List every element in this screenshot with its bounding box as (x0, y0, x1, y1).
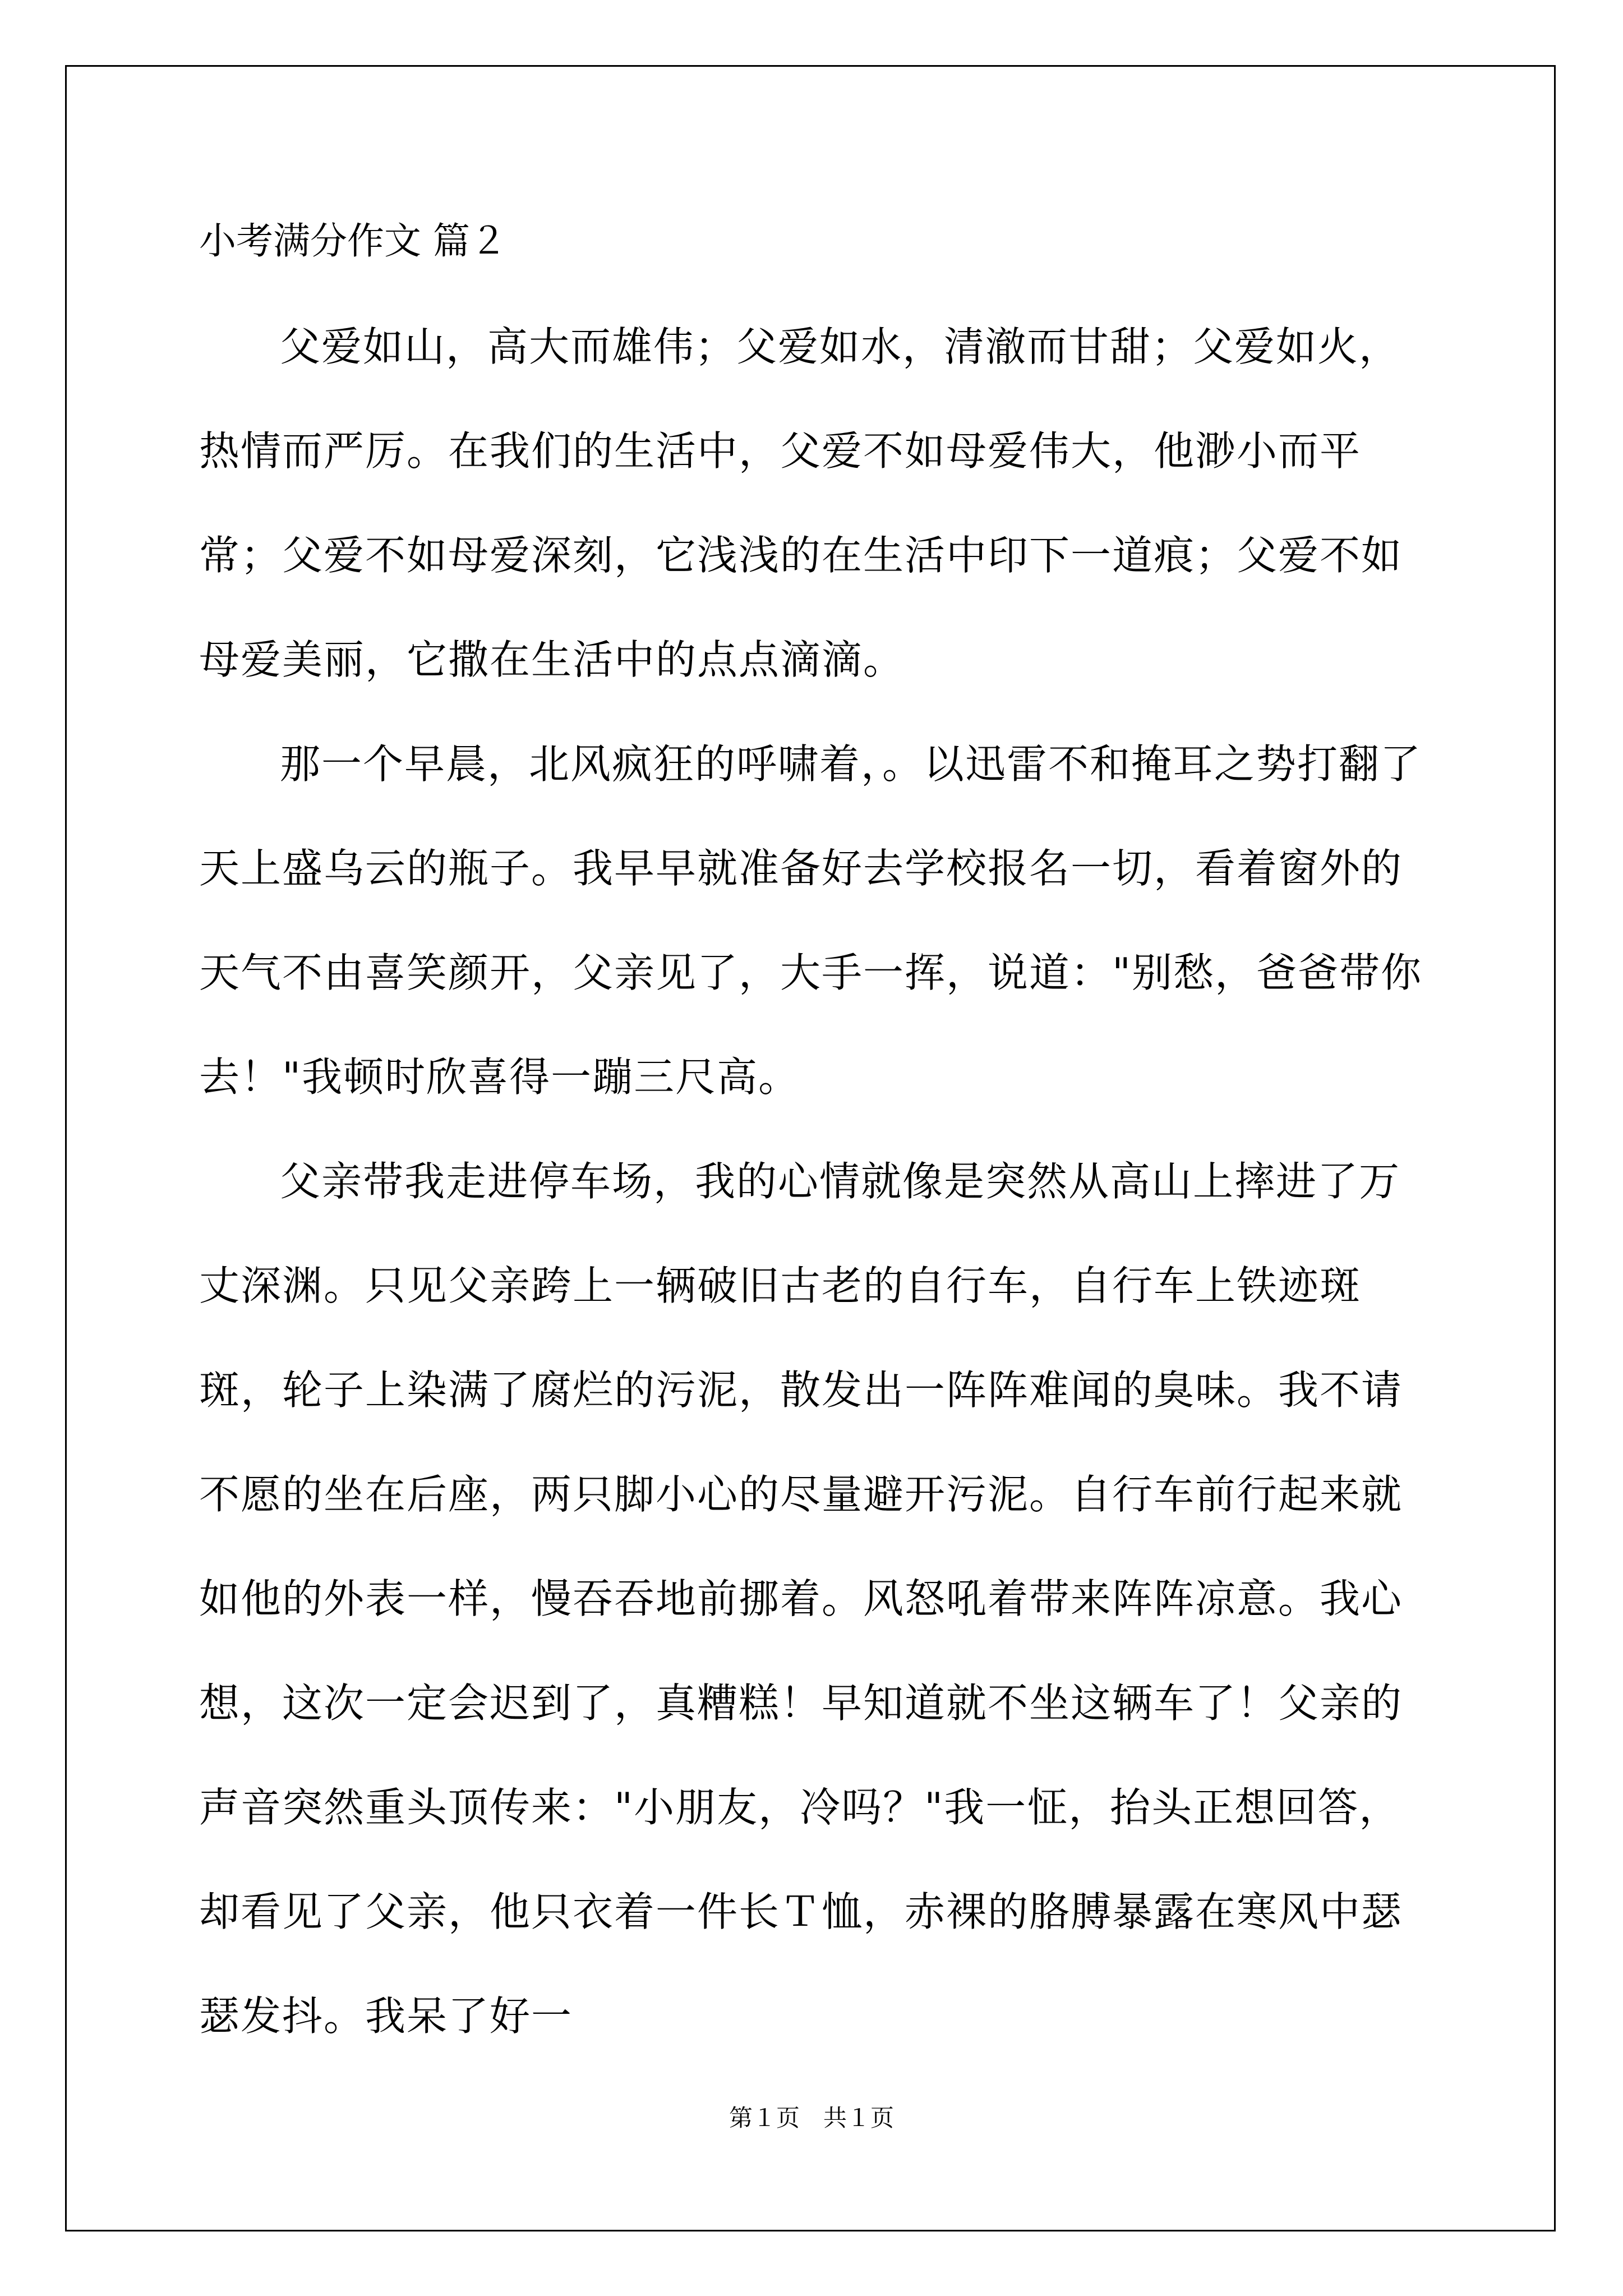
paragraph-1: 父爱如山，高大而雄伟；父爱如水，清澈而甘甜；父爱如火，热情而严厉。在我们的生活中，父爱不如母爱伟大，他渺小而平常；父爱不如母爱深刻，它浅浅的在生活中印下一道痕；父爱不如母爱美丽，它撒在生活中的点点滴滴。 (199, 323, 1403, 683)
paragraph-3: 父亲带我走进停车场，我的心情就像是突然从高山上摔进了万丈深渊。只见父亲跨上一辆破旧古老的自行车，自行车上铁迹斑斑，轮子上染满了腐烂的污泥，散发出一阵阵难闻的臭味。我不请不愿的坐在后座，两只脚小心的尽量避开污泥。自行车前行起来就如他的外表一样，慢吞吞地前挪着。风怒吼着带来阵阵凉意。我心想，这次一定会迟到了，真糟糕！早知道就不坐这辆车了！父亲的声音突然重头顶传来："小朋友，冷吗？"我一怔，抬头正想回答，却看见了父亲，他只衣着一件长Ｔ恤，赤裸的胳膊暴露在寒风中瑟瑟发抖。我呆了好一 (199, 1158, 1403, 2040)
paragraph-2: 那一个早晨，北风疯狂的呼啸着，。以迅雷不和掩耳之势打翻了天上盛乌云的瓶子。我早早就准备好去学校报名一切，看着窗外的天气不由喜笑颜开，父亲见了，大手一挥，说道："别愁，爸爸带你去！"我顿时欣喜得一蹦三尺高。 (199, 740, 1423, 1101)
essay-heading: 小考满分作文 篇２ (199, 219, 507, 263)
page-footer: 第１页 共１页 (728, 2104, 894, 2132)
document-body (199, 213, 1433, 2068)
